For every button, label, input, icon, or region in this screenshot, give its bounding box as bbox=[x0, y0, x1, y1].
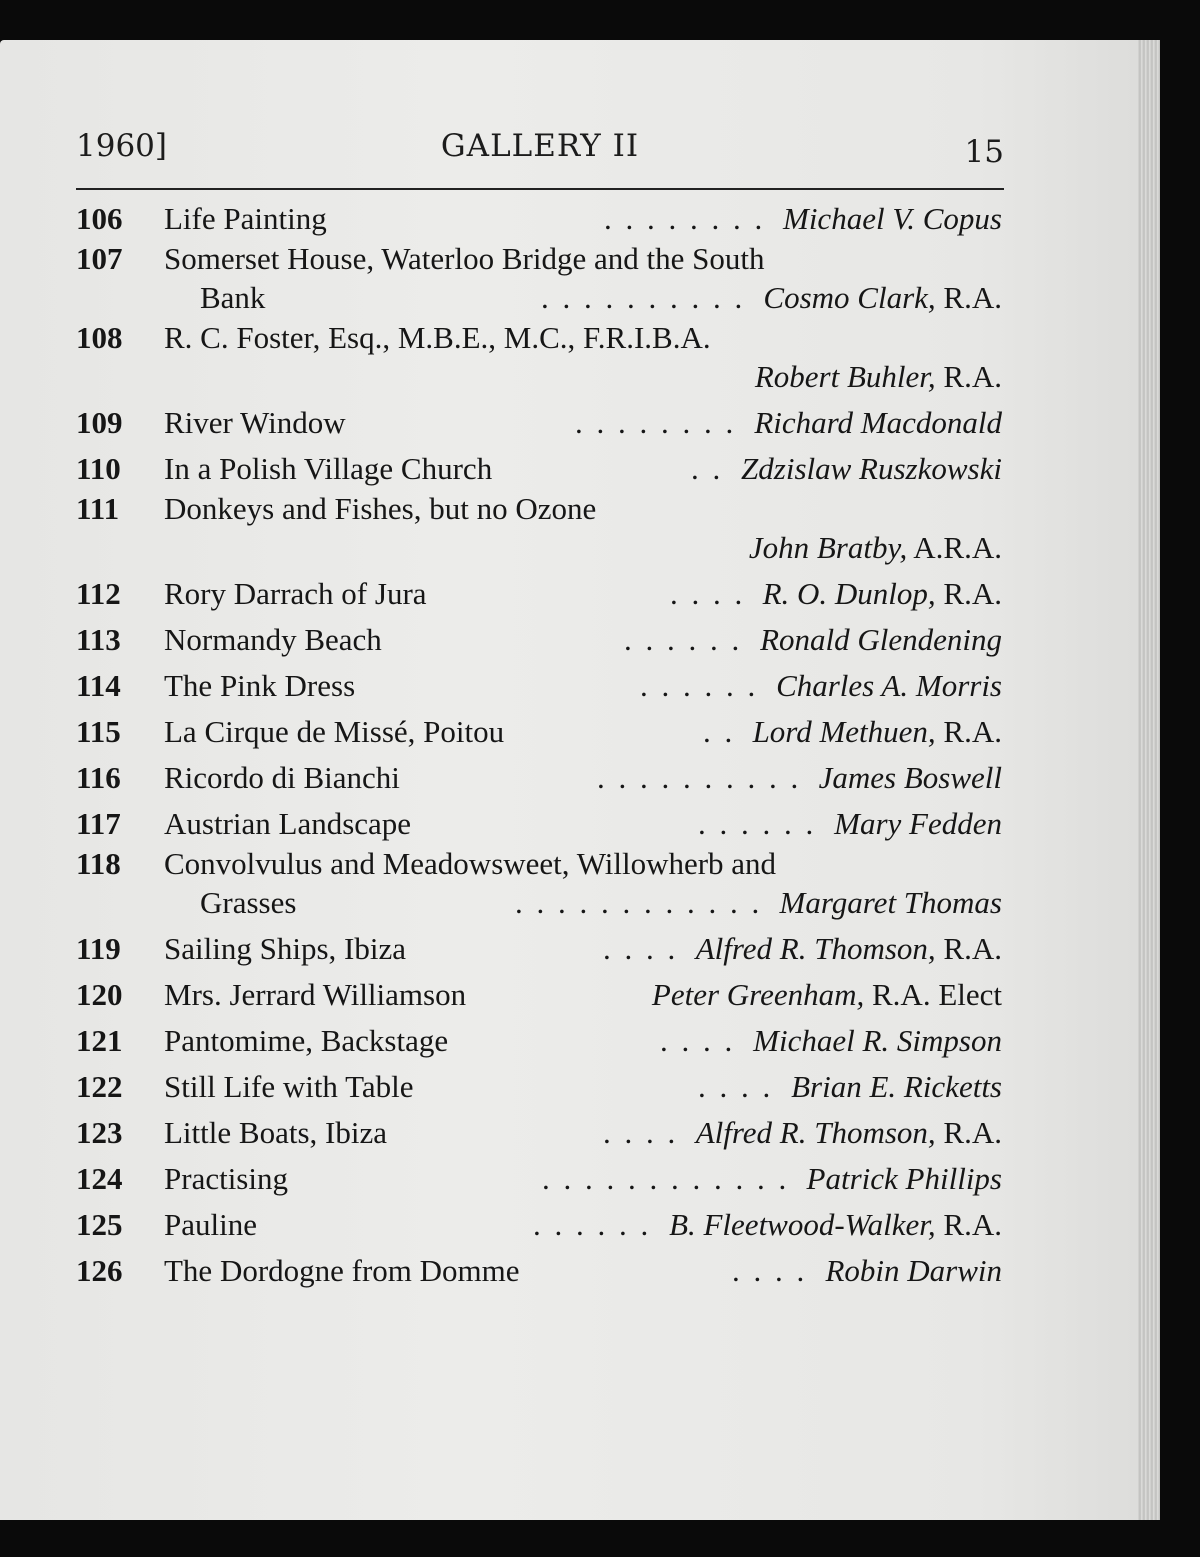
entry-title: River Window bbox=[164, 405, 346, 440]
entry-line bbox=[76, 709, 1002, 755]
entry-number: 123 bbox=[76, 1115, 123, 1150]
entry-title: Rory Darrach of Jura bbox=[164, 576, 427, 611]
entry-number: 111 bbox=[76, 491, 120, 526]
artist-name: Michael R. Simpson bbox=[753, 1023, 1002, 1058]
leader-dots: . . . . . . . . . . bbox=[541, 280, 746, 315]
page-edge bbox=[1138, 40, 1160, 1520]
entry-artist bbox=[760, 617, 1002, 663]
catalogue-entry bbox=[76, 663, 1002, 709]
artist-name: Mary Fedden bbox=[834, 806, 1002, 841]
entry-line bbox=[76, 1018, 1002, 1064]
entry-artist bbox=[807, 1156, 1002, 1202]
entry-artist bbox=[669, 1202, 1002, 1248]
entry-number: 109 bbox=[76, 405, 123, 440]
catalogue-entry bbox=[76, 321, 1002, 400]
entry-title: Ricordo di Bianchi bbox=[164, 760, 400, 795]
catalogue-entry bbox=[76, 847, 1002, 926]
entry-title: Mrs. Jerrard Williamson bbox=[164, 977, 467, 1012]
artist-name: Alfred R. Thomson, bbox=[695, 1115, 936, 1150]
catalogue-entry bbox=[76, 801, 1002, 847]
entry-line bbox=[76, 196, 1002, 242]
entry-number: 117 bbox=[76, 806, 121, 841]
entry-title: Practising bbox=[164, 1161, 288, 1196]
entry-title: Austrian Landscape bbox=[164, 806, 412, 841]
header-title: GALLERY II bbox=[440, 128, 640, 164]
entry-artist bbox=[652, 972, 1002, 1018]
catalogue-entry bbox=[76, 1110, 1002, 1156]
entry-artist bbox=[819, 755, 1002, 801]
entry-line bbox=[76, 617, 1002, 663]
artist-honours: R.A. bbox=[943, 1115, 1002, 1150]
artist-name: Michael V. Copus bbox=[783, 201, 1002, 236]
entry-artist bbox=[783, 196, 1002, 242]
header-year: 1960] bbox=[76, 128, 167, 164]
entry-artist bbox=[776, 663, 1002, 709]
entry-line bbox=[76, 880, 1002, 926]
entry-artist bbox=[753, 709, 1002, 755]
entry-title: Still Life with Table bbox=[164, 1069, 414, 1104]
catalogue-entries bbox=[76, 196, 1002, 1294]
entry-line bbox=[76, 801, 1002, 847]
entry-artist bbox=[763, 275, 1002, 321]
entry-number: 114 bbox=[76, 668, 121, 703]
catalogue-entry bbox=[76, 617, 1002, 663]
entry-line bbox=[76, 663, 1002, 709]
entry-line bbox=[76, 492, 1002, 525]
artist-name: Robert Buhler, bbox=[754, 359, 936, 394]
artist-name: R. O. Dunlop, bbox=[762, 576, 936, 611]
artist-name: Peter Greenham, bbox=[651, 977, 865, 1012]
entry-line bbox=[76, 1110, 1002, 1156]
leader-dots: . . bbox=[691, 451, 724, 486]
entry-number: 121 bbox=[76, 1023, 123, 1058]
artist-name: Charles A. Morris bbox=[776, 668, 1002, 703]
leader-dots: . . . . bbox=[732, 1253, 808, 1288]
entry-line bbox=[76, 1248, 1002, 1294]
entry-line bbox=[76, 525, 1002, 571]
leader-dots: . . . . . . bbox=[698, 806, 817, 841]
entry-number: 113 bbox=[76, 622, 121, 657]
entry-title: In a Polish Village Church bbox=[164, 451, 493, 486]
entry-title: Grasses bbox=[200, 885, 297, 920]
leader-dots: . . . . . . . . . . . . bbox=[542, 1161, 790, 1196]
artist-name: Zdzislaw Ruszkowski bbox=[741, 451, 1002, 486]
entry-number: 118 bbox=[76, 846, 121, 881]
leader-dots: . . . . bbox=[698, 1069, 774, 1104]
entry-title: Donkeys and Fishes, but no Ozone bbox=[164, 491, 597, 526]
leader-dots: . . . . bbox=[660, 1023, 736, 1058]
artist-name: James Boswell bbox=[818, 760, 1002, 795]
entry-artist bbox=[755, 354, 1002, 400]
artist-name: Robin Darwin bbox=[825, 1253, 1002, 1288]
entry-title: Pantomime, Backstage bbox=[164, 1023, 449, 1058]
entry-title: Little Boats, Ibiza bbox=[164, 1115, 387, 1150]
catalogue-entry bbox=[76, 400, 1002, 446]
entry-artist bbox=[741, 446, 1002, 492]
artist-honours: R.A. Elect bbox=[872, 977, 1002, 1012]
artist-name: Brian E. Ricketts bbox=[791, 1069, 1002, 1104]
entry-artist bbox=[696, 1110, 1002, 1156]
entry-line bbox=[76, 321, 1002, 354]
artist-honours: R.A. bbox=[943, 931, 1002, 966]
leader-dots: . . . . . . . . bbox=[575, 405, 737, 440]
entry-number: 112 bbox=[76, 576, 121, 611]
entry-title: Somerset House, Waterloo Bridge and the South bbox=[164, 241, 765, 276]
entry-artist bbox=[825, 1248, 1002, 1294]
catalogue-entry bbox=[76, 492, 1002, 571]
entry-title: Life Painting bbox=[164, 201, 327, 236]
artist-honours: R.A. bbox=[943, 576, 1002, 611]
artist-name: Cosmo Clark, bbox=[763, 280, 936, 315]
entry-artist bbox=[763, 571, 1002, 617]
catalogue-entry bbox=[76, 1156, 1002, 1202]
entry-line bbox=[76, 926, 1002, 972]
entry-artist bbox=[696, 926, 1002, 972]
entry-number: 124 bbox=[76, 1161, 123, 1196]
leader-dots: . . . . . . bbox=[640, 668, 759, 703]
leader-dots: . . . . . . bbox=[624, 622, 743, 657]
catalogue-entry bbox=[76, 1248, 1002, 1294]
entry-number: 116 bbox=[76, 760, 121, 795]
entry-number: 115 bbox=[76, 714, 121, 749]
entry-title: Pauline bbox=[164, 1207, 257, 1242]
entry-line bbox=[76, 847, 1002, 880]
entry-line bbox=[76, 972, 1002, 1018]
entry-title: Bank bbox=[200, 280, 266, 315]
leader-dots: . . . . . . . . . . . . bbox=[515, 885, 763, 920]
artist-name: John Bratby, bbox=[748, 530, 908, 565]
leader-dots: . . . . . . . . . . bbox=[597, 760, 802, 795]
catalogue-entry bbox=[76, 709, 1002, 755]
entry-artist bbox=[754, 400, 1002, 446]
page-header bbox=[76, 128, 1004, 178]
artist-name: Alfred R. Thomson, bbox=[695, 931, 936, 966]
artist-honours: R.A. bbox=[943, 359, 1002, 394]
entry-number: 108 bbox=[76, 320, 123, 355]
catalogue-entry bbox=[76, 196, 1002, 242]
entry-line bbox=[76, 242, 1002, 275]
catalogue-entry bbox=[76, 1202, 1002, 1248]
artist-name: Margaret Thomas bbox=[779, 885, 1002, 920]
artist-name: Patrick Phillips bbox=[806, 1161, 1002, 1196]
entry-line bbox=[76, 354, 1002, 400]
entry-title: The Dordogne from Domme bbox=[164, 1253, 520, 1288]
entry-title: Normandy Beach bbox=[164, 622, 382, 657]
catalogue-entry bbox=[76, 1064, 1002, 1110]
entry-line bbox=[76, 1202, 1002, 1248]
catalogue-entry bbox=[76, 926, 1002, 972]
entry-number: 120 bbox=[76, 977, 123, 1012]
entry-number: 122 bbox=[76, 1069, 123, 1104]
entry-number: 119 bbox=[76, 931, 121, 966]
entry-title: R. C. Foster, Esq., M.B.E., M.C., F.R.I.B.A. bbox=[164, 320, 711, 355]
catalogue-entry bbox=[76, 242, 1002, 321]
artist-honours: R.A. bbox=[943, 280, 1002, 315]
entry-line bbox=[76, 1064, 1002, 1110]
entry-number: 106 bbox=[76, 201, 123, 236]
entry-title: The Pink Dress bbox=[164, 668, 356, 703]
entry-artist bbox=[834, 801, 1002, 847]
leader-dots: . . bbox=[703, 714, 736, 749]
entry-line bbox=[76, 571, 1002, 617]
entry-artist bbox=[791, 1064, 1002, 1110]
entry-title: Convolvulus and Meadowsweet, Willowherb and bbox=[164, 846, 777, 881]
entry-number: 110 bbox=[76, 451, 121, 486]
artist-name: Lord Methuen, bbox=[752, 714, 936, 749]
catalogue-entry bbox=[76, 446, 1002, 492]
leader-dots: . . . . . . bbox=[533, 1207, 652, 1242]
catalogue-entry bbox=[76, 1018, 1002, 1064]
catalogue-entry bbox=[76, 972, 1002, 1018]
artist-name: B. Fleetwood-Walker, bbox=[669, 1207, 936, 1242]
artist-honours: R.A. bbox=[943, 714, 1002, 749]
entry-artist bbox=[749, 525, 1002, 571]
header-page-number: 15 bbox=[964, 134, 1004, 170]
artist-name: Ronald Glendening bbox=[760, 622, 1002, 657]
entry-line bbox=[76, 400, 1002, 446]
entry-number: 125 bbox=[76, 1207, 123, 1242]
leader-dots: . . . . . . . . bbox=[604, 201, 766, 236]
entry-line bbox=[76, 446, 1002, 492]
leader-dots: . . . . bbox=[603, 1115, 679, 1150]
entry-line bbox=[76, 755, 1002, 801]
artist-honours: A.R.A. bbox=[913, 530, 1002, 565]
artist-honours: R.A. bbox=[943, 1207, 1002, 1242]
entry-title: Sailing Ships, Ibiza bbox=[164, 931, 406, 966]
leader-dots: . . . . bbox=[603, 931, 679, 966]
artist-name: Richard Macdonald bbox=[754, 405, 1002, 440]
entry-artist bbox=[753, 1018, 1002, 1064]
entry-title: La Cirque de Missé, Poitou bbox=[164, 714, 505, 749]
entry-number: 126 bbox=[76, 1253, 123, 1288]
header-rule bbox=[76, 188, 1004, 190]
leader-dots: . . . . bbox=[670, 576, 746, 611]
entry-line bbox=[76, 275, 1002, 321]
catalogue-entry bbox=[76, 755, 1002, 801]
catalogue-entry bbox=[76, 571, 1002, 617]
entry-line bbox=[76, 1156, 1002, 1202]
entry-number: 107 bbox=[76, 241, 123, 276]
entry-artist bbox=[780, 880, 1002, 926]
